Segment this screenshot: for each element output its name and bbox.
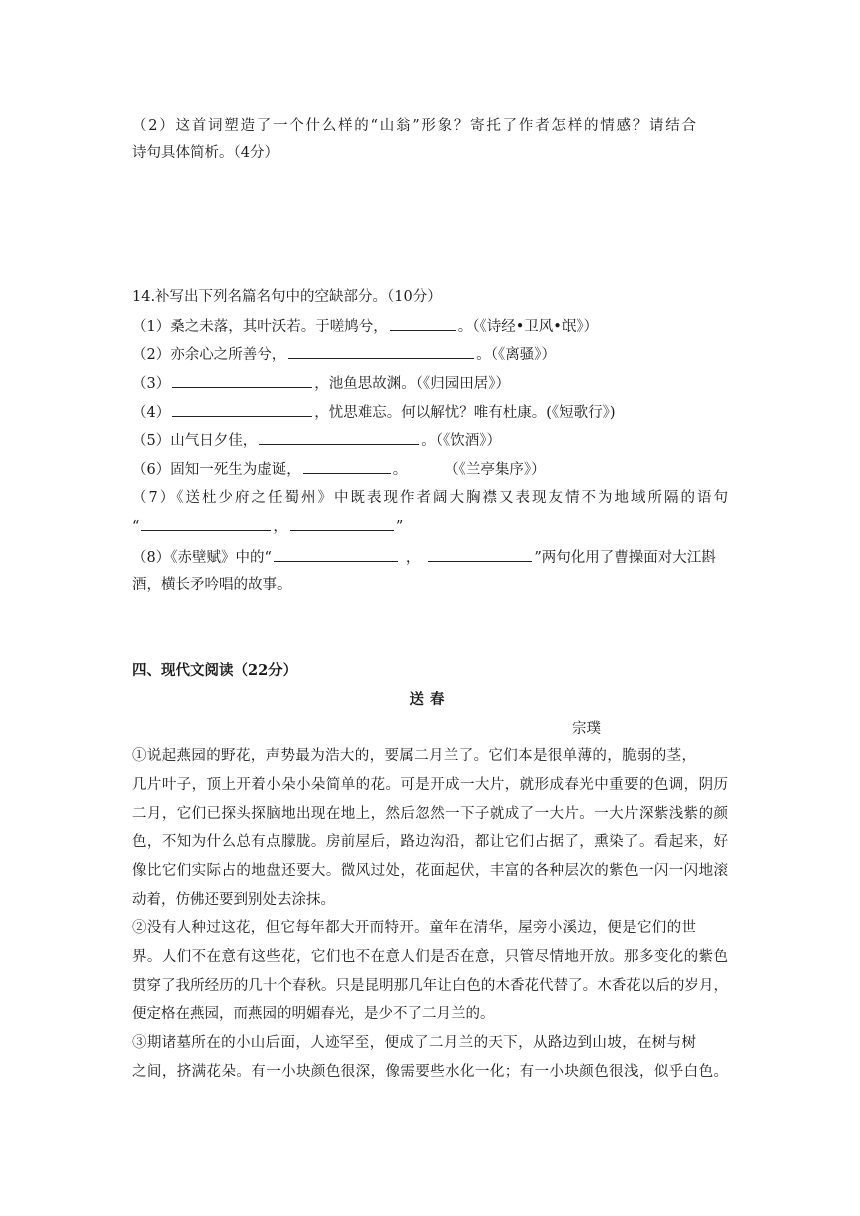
q13-2-line-2: 诗句具体简析。（4分） (132, 145, 279, 161)
q14-item-8-post: ”两句化用了曹操面对大江斟 (534, 550, 716, 566)
q14-item-7-close-quote: ” (395, 519, 404, 535)
q14-item-4-blank[interactable] (172, 402, 312, 417)
q14-item-3-blank[interactable] (172, 373, 312, 388)
q14-item-3 (132, 373, 510, 394)
q14-item-4 (132, 402, 616, 423)
q14-item-6-post: 。 （《兰亭集序》） (392, 462, 546, 478)
q14-item-7-line-2 (132, 516, 403, 537)
q14-item-3-post: ，池鱼思故渊。（《归园田居》） (314, 376, 510, 392)
q14-item-1 (132, 316, 598, 337)
q14-item-7-open-quote: “ (132, 519, 140, 535)
q14-item-5-post: 。（《饮酒》） (421, 433, 501, 449)
q14-item-4-post: ，忧思难忘。何以解忧？唯有杜康。(《短歌行》) (314, 405, 616, 421)
para-3-line-1: ③期诸墓所在的小山后面，人迹罕至，便成了二月兰的天下，从路边到山坡，在树与树 (132, 1035, 696, 1051)
q14-item-2 (132, 344, 556, 365)
q14-item-7-separator: ， (273, 519, 288, 535)
para-2-line-1: ②没有人种过这花，但它每年都大开而特开。童年在清华，屋旁小溪边，便是它们的世 (132, 920, 696, 936)
q14-item-6 (132, 459, 546, 480)
q14-item-5-pre: （5）山气日夕佳， (132, 433, 258, 449)
q14-item-4-pre: （4） (132, 405, 171, 421)
para-1-line-5: 像比它们实际占的地盘还要大。微风过处，花面起伏，丰富的各种层次的紫色一闪一闪地滚 (132, 863, 728, 879)
article-author: 宗璞 (572, 721, 601, 737)
q14-item-7-line-1: （7）《送杜少府之任蜀州》中既表现作者阔大胸襟又表现友情不为地域所隔的语句 (132, 490, 728, 506)
q14-item-6-pre: （6）固知一死生为虚诞， (132, 462, 301, 478)
q14-heading: 14.补写出下列名篇名句中的空缺部分。（10分） (132, 289, 442, 305)
q14-item-7-blank-1[interactable] (141, 516, 271, 531)
q13-2-line-1: （2）这首词塑造了一个什么样的“山翁”形象？寄托了作者怎样的情感？请结合 (132, 118, 696, 134)
para-2-line-2: 界。人们不在意有这些花，它们也不在意人们是否在意，只管尽情地开放。那多变化的紫色 (132, 949, 728, 965)
q14-item-2-pre: （2）亦余心之所善兮， (132, 347, 287, 363)
q14-item-8-separator: ， (405, 550, 421, 566)
q14-item-2-post: 。（《离骚》） (476, 347, 556, 363)
q14-item-1-blank[interactable] (390, 316, 456, 331)
q14-item-1-post: 。（《诗经•卫风•氓》） (457, 319, 599, 335)
q14-item-1-pre: （1）桑之未落，其叶沃若。于嗟鸠兮， (132, 319, 388, 335)
q14-item-8-line-2: 酒，横长矛吟唱的故事。 (132, 577, 292, 593)
para-1-line-4: 色，不知为什么总有点朦胧。房前屋后，路边沟沿，都让它们占据了，熏染了。看起来，好 (132, 834, 728, 850)
para-3-line-2: 之间，挤满花朵。有一小块颜色很深，像需要些水化一化；有一小块颜色很浅，似乎白色。 (132, 1064, 728, 1080)
section-4-heading: 四、现代文阅读（22分） (132, 662, 298, 679)
q14-item-7-blank-2[interactable] (290, 516, 394, 531)
q14-item-8-blank-2[interactable] (428, 547, 532, 562)
para-1-line-6: 动着，仿佛还要到别处去涂抹。 (132, 892, 335, 908)
q14-item-2-blank[interactable] (288, 344, 474, 359)
para-2-line-4: 便定格在燕园，而燕园的明媚春光，是少不了二月兰的。 (132, 1006, 495, 1022)
q14-item-5 (132, 430, 501, 451)
para-2-line-3: 贯穿了我所经历的几十个春秋。只是昆明那几年让白色的木香花代替了。木香花以后的岁月， (132, 978, 728, 994)
para-1-line-3: 二月，它们已探头探脑地出现在地上，然后忽然一下子就成了一大片。一大片深紫浅紫的颜 (132, 806, 728, 822)
q14-item-8-blank-1[interactable] (274, 547, 398, 562)
q14-item-3-pre: （3） (132, 376, 171, 392)
para-1-line-1: ①说起燕园的野花，声势最为浩大的，要属二月兰了。它们本是很单薄的，脆弱的茎， (132, 748, 696, 764)
para-1-line-2: 几片叶子，顶上开着小朵小朵简单的花。可是开成一大片，就形成春光中重要的色调，阴历 (132, 777, 728, 793)
q14-item-5-blank[interactable] (259, 430, 419, 445)
article-title: 送春 (409, 691, 451, 708)
q14-item-8-line-1 (132, 547, 716, 568)
q14-item-6-blank[interactable] (303, 459, 391, 474)
q14-item-8-pre: （8）《赤壁赋》中的“ (132, 550, 272, 566)
